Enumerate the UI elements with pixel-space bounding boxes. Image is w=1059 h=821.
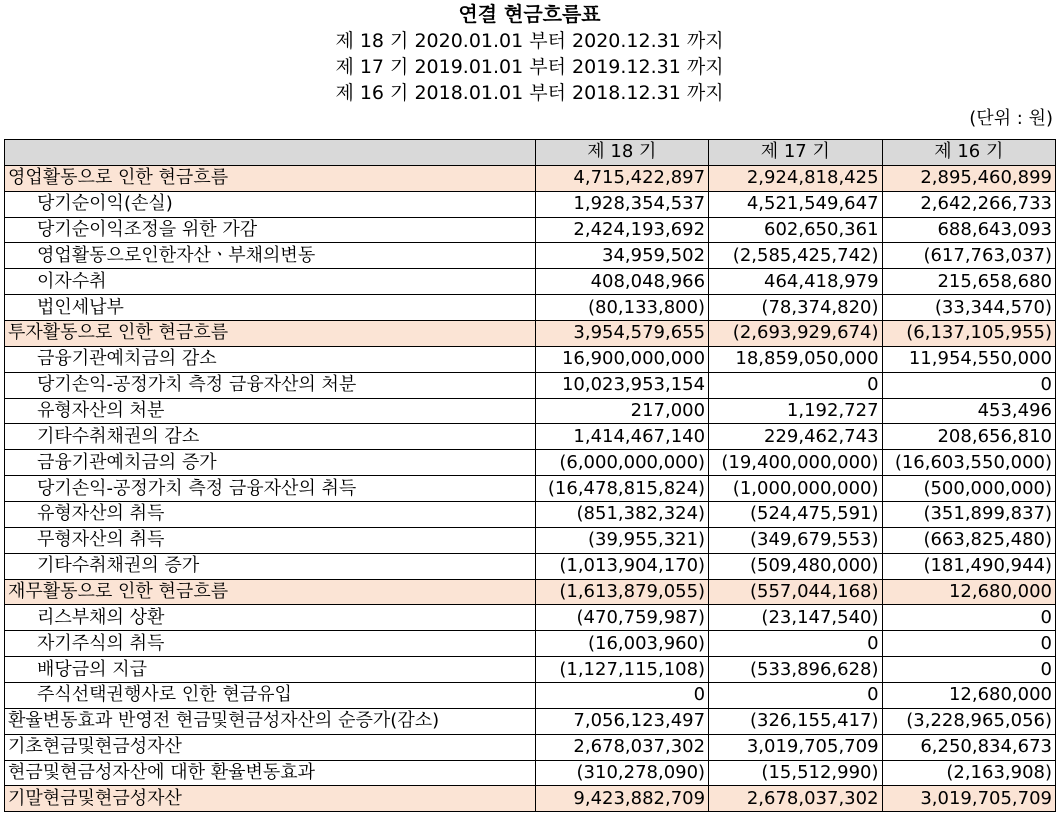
row-label: 투자활동으로 인한 현금흐름 [5,321,536,347]
table-row [5,243,1056,269]
row-label: 기초현금및현금성자산 [5,734,536,760]
value-cell: 217,000 [535,398,708,424]
value-cell: 11,954,550,000 [882,346,1055,372]
value-cell: 0 [709,372,882,398]
value-cell: 4,521,549,647 [709,191,882,217]
table-row [5,450,1056,476]
value-cell: (533,896,628) [709,657,882,683]
value-cell: 12,680,000 [882,579,1055,605]
value-cell: (80,133,800) [535,295,708,321]
row-label: 기말현금및현금성자산 [5,786,536,812]
value-cell: 0 [535,683,708,709]
period-line-17: 제 17 기 2019.01.01 부터 2019.12.31 까지 [335,56,724,78]
value-cell: 1,192,727 [709,398,882,424]
report-title: 연결 현금흐름표 [458,2,601,26]
value-cell: 3,019,705,709 [709,734,882,760]
period-line-18: 제 18 기 2020.01.01 부터 2020.12.31 까지 [335,30,724,52]
row-label: 금융기관예치금의 증가 [5,450,536,476]
row-label: 유형자산의 취득 [5,502,536,528]
value-cell: (39,955,321) [535,527,708,553]
value-cell: 464,418,979 [709,269,882,295]
cash-flow-table [4,139,1056,812]
value-cell: (2,693,929,674) [709,321,882,347]
value-cell: (310,278,090) [535,760,708,786]
value-cell: (524,475,591) [709,502,882,528]
row-label: 리스부채의 상환 [5,605,536,631]
table-row [5,502,1056,528]
value-cell: (1,613,879,055) [535,579,708,605]
value-cell: (6,000,000,000) [535,450,708,476]
value-cell: 12,680,000 [882,683,1055,709]
table-row [5,553,1056,579]
table-row [5,605,1056,631]
value-cell: 0 [709,683,882,709]
value-cell: (6,137,105,955) [882,321,1055,347]
row-label: 법인세납부 [5,295,536,321]
row-label: 주식선택권행사로 인한 현금유입 [5,683,536,709]
table-row [5,191,1056,217]
row-label: 환율변동효과 반영전 현금및현금성자산의 순증가(감소) [5,708,536,734]
value-cell: (2,585,425,742) [709,243,882,269]
row-label: 당기순이익(손실) [5,191,536,217]
value-cell: (349,679,553) [709,527,882,553]
table-row [5,734,1056,760]
table-row [5,165,1056,191]
header-period-17: 제 17 기 [709,140,882,166]
row-label: 이자수취 [5,269,536,295]
value-cell: 10,023,953,154 [535,372,708,398]
value-cell: 0 [882,605,1055,631]
value-cell: (509,480,000) [709,553,882,579]
value-cell: 0 [882,372,1055,398]
value-cell: (33,344,570) [882,295,1055,321]
value-cell: 6,250,834,673 [882,734,1055,760]
value-cell: (16,003,960) [535,631,708,657]
header-period-16: 제 16 기 [882,140,1055,166]
value-cell: 0 [709,631,882,657]
value-cell: 2,924,818,425 [709,165,882,191]
value-cell: 3,954,579,655 [535,321,708,347]
table-row [5,321,1056,347]
value-cell: (181,490,944) [882,553,1055,579]
value-cell: 18,859,050,000 [709,346,882,372]
value-cell: (15,512,990) [709,760,882,786]
row-label: 당기순이익조정을 위한 가감 [5,217,536,243]
table-row [5,424,1056,450]
unit-label: (단위 : 원) [969,108,1053,129]
row-label: 당기손익-공정가치 측정 금융자산의 처분 [5,372,536,398]
value-cell: 408,048,966 [535,269,708,295]
value-cell: 215,658,680 [882,269,1055,295]
value-cell: 2,642,266,733 [882,191,1055,217]
value-cell: 2,678,037,302 [709,786,882,812]
row-label: 자기주식의 취득 [5,631,536,657]
table-row [5,217,1056,243]
value-cell: (3,228,965,056) [882,708,1055,734]
value-cell: (1,000,000,000) [709,476,882,502]
row-label: 현금및현금성자산에 대한 환율변동효과 [5,760,536,786]
row-label: 당기손익-공정가치 측정 금융자산의 취득 [5,476,536,502]
table-row [5,683,1056,709]
value-cell: (78,374,820) [709,295,882,321]
header-corner-cell [5,140,536,166]
value-cell: (2,163,908) [882,760,1055,786]
value-cell: (557,044,168) [709,579,882,605]
value-cell: 7,056,123,497 [535,708,708,734]
value-cell: (470,759,987) [535,605,708,631]
value-cell: 1,928,354,537 [535,191,708,217]
value-cell: 1,414,467,140 [535,424,708,450]
table-row [5,398,1056,424]
table-row [5,527,1056,553]
row-label: 영업활동으로 인한 현금흐름 [5,165,536,191]
table-row [5,269,1056,295]
report-header [0,0,1059,132]
value-cell: 0 [882,657,1055,683]
value-cell: 688,643,093 [882,217,1055,243]
value-cell: 34,959,502 [535,243,708,269]
table-row [5,579,1056,605]
header-period-18: 제 18 기 [535,140,708,166]
value-cell: (23,147,540) [709,605,882,631]
value-cell: (326,155,417) [709,708,882,734]
table-row [5,295,1056,321]
value-cell: 16,900,000,000 [535,346,708,372]
value-cell: 229,462,743 [709,424,882,450]
value-cell: (1,013,904,170) [535,553,708,579]
row-label: 배당금의 지급 [5,657,536,683]
value-cell: (663,825,480) [882,527,1055,553]
row-label: 기타수취채권의 증가 [5,553,536,579]
table-row [5,708,1056,734]
table-row [5,631,1056,657]
table-row [5,657,1056,683]
table-row [5,760,1056,786]
value-cell: (851,382,324) [535,502,708,528]
row-label: 기타수취채권의 감소 [5,424,536,450]
period-line-16: 제 16 기 2018.01.01 부터 2018.12.31 까지 [335,82,724,104]
row-label: 유형자산의 처분 [5,398,536,424]
row-label: 무형자산의 취득 [5,527,536,553]
value-cell: 2,895,460,899 [882,165,1055,191]
value-cell: 602,650,361 [709,217,882,243]
value-cell: 2,678,037,302 [535,734,708,760]
row-label: 영업활동으로인한자산ㆍ부채의변동 [5,243,536,269]
table-row [5,372,1056,398]
value-cell: (617,763,037) [882,243,1055,269]
table-row [5,346,1056,372]
value-cell: 9,423,882,709 [535,786,708,812]
value-cell: 3,019,705,709 [882,786,1055,812]
value-cell: (19,400,000,000) [709,450,882,476]
value-cell: (16,603,550,000) [882,450,1055,476]
row-label: 금융기관예치금의 감소 [5,346,536,372]
value-cell: (500,000,000) [882,476,1055,502]
value-cell: 4,715,422,897 [535,165,708,191]
value-cell: 0 [882,631,1055,657]
table-row [5,786,1056,812]
value-cell: 208,656,810 [882,424,1055,450]
value-cell: (351,899,837) [882,502,1055,528]
value-cell: (1,127,115,108) [535,657,708,683]
table-header-row [5,140,1056,166]
value-cell: 2,424,193,692 [535,217,708,243]
value-cell: 453,496 [882,398,1055,424]
table-row [5,476,1056,502]
row-label: 재무활동으로 인한 현금흐름 [5,579,536,605]
value-cell: (16,478,815,824) [535,476,708,502]
